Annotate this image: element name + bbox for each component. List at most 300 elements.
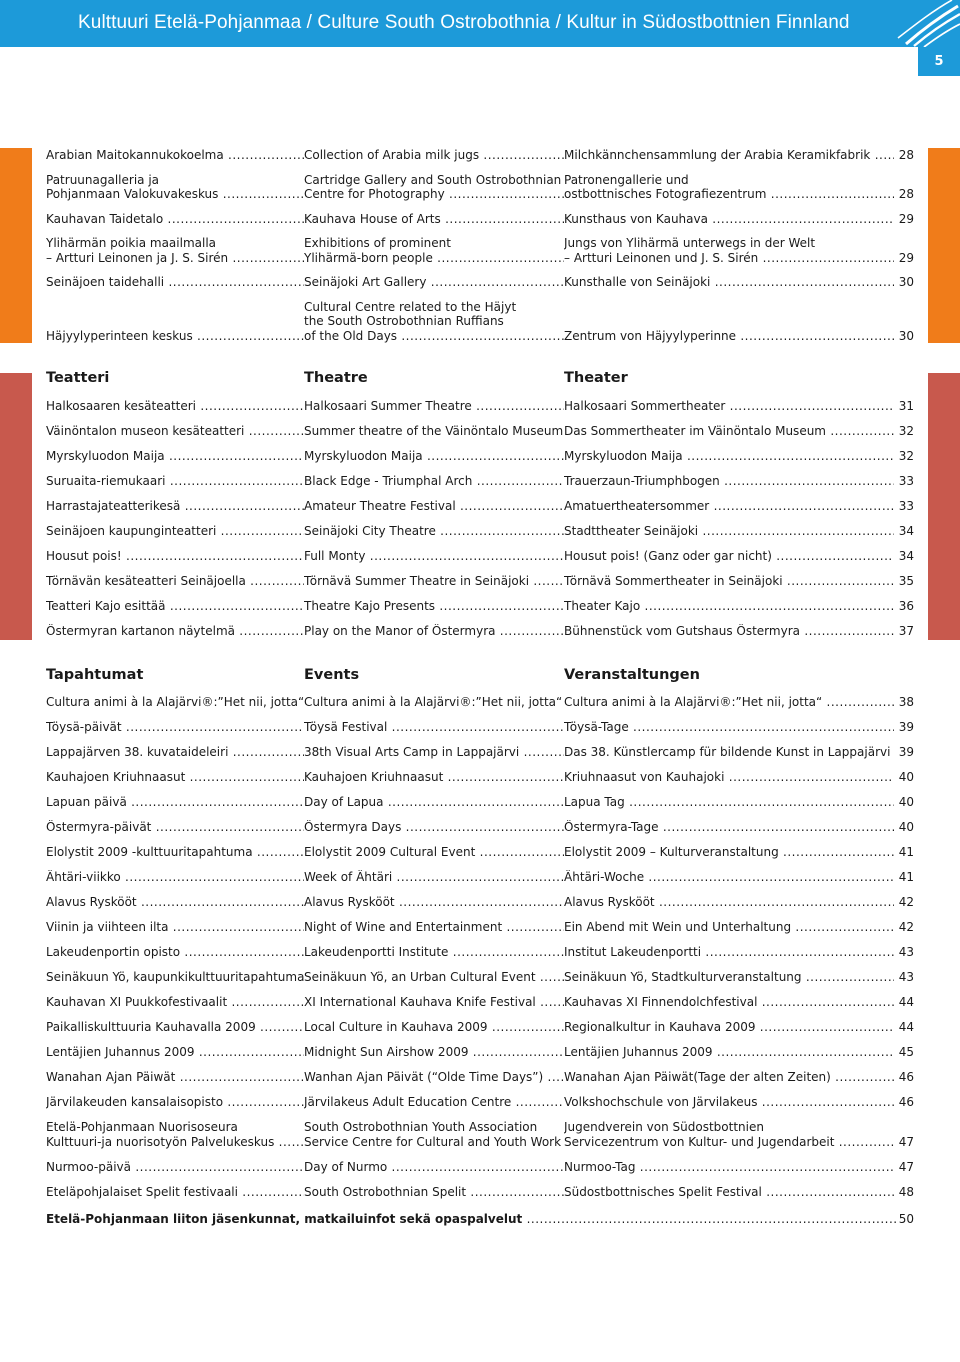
toc-entry-en xyxy=(304,1045,564,1060)
toc-entry-en xyxy=(304,745,564,760)
toc-entry xyxy=(46,820,914,835)
toc-entry-de-line: Housut pois! (Ganz oder gar nicht) ..... xyxy=(564,549,894,564)
toc-entry-de xyxy=(564,870,894,885)
toc-entry-en-line: Törnävä Summer Theatre in Seinäjoki ..... xyxy=(304,574,564,589)
toc-entry-fi xyxy=(46,995,304,1010)
toc-entry-en-line: Centre for Photography ..... xyxy=(304,187,564,202)
toc-entry xyxy=(46,574,914,589)
toc-entry-de xyxy=(564,549,894,564)
toc-entry-de xyxy=(564,212,894,227)
toc-entry-fi xyxy=(46,300,304,344)
toc-entry-en xyxy=(304,212,564,227)
toc-entry-de-line: Kunsthalle von Seinäjoki ..... xyxy=(564,275,894,290)
toc-entry-page: 43 xyxy=(898,945,914,959)
toc-entry-de xyxy=(564,624,894,639)
toc-entry xyxy=(46,300,914,344)
toc-entry-de xyxy=(564,845,894,860)
toc-entry-en xyxy=(304,574,564,589)
toc-entry-fi-line: Ähtäri-viikko ..... xyxy=(46,870,304,885)
toc-entry-de-line: Seinäkuun Yö, Stadtkulturveranstaltung ..... xyxy=(564,970,894,985)
toc-entry xyxy=(46,1160,914,1175)
toc-entry xyxy=(46,599,914,614)
toc-entry-fi xyxy=(46,1095,304,1110)
toc-entry-fi xyxy=(46,745,304,760)
toc-entry-fi xyxy=(46,549,304,564)
toc-entry-en-line: Black Edge - Triumphal Arch ..... xyxy=(304,474,564,489)
toc-entry-en-line: Service Centre for Cultural and Youth Work ..... xyxy=(304,1135,564,1150)
toc-entry xyxy=(46,695,914,710)
toc-entry-en xyxy=(304,795,564,810)
toc-entry-en-line: South Ostrobothnian Spelit ..... xyxy=(304,1185,564,1200)
toc-entry-en xyxy=(304,173,564,202)
toc-entry-en xyxy=(304,1070,564,1085)
header-banner xyxy=(0,0,960,47)
toc-entry xyxy=(46,474,914,489)
toc-entry-page: 34 xyxy=(898,549,914,563)
toc-entry-en-line: Kauhava House of Arts ..... xyxy=(304,212,564,227)
toc-entry-fi xyxy=(46,770,304,785)
toc-entry xyxy=(46,720,914,735)
toc-entry-fi-line: Teatteri Kajo esittää ..... xyxy=(46,599,304,614)
toc-entry-fi xyxy=(46,870,304,885)
toc-entry-fi-line: Häjyylyperinteen keskus ..... xyxy=(46,329,304,344)
toc-entry-de xyxy=(564,236,894,265)
toc-entry-fi xyxy=(46,895,304,910)
toc-entry-en xyxy=(304,1020,564,1035)
toc-entry-de xyxy=(564,424,894,439)
toc-entry-en-line: of the Old Days ..... xyxy=(304,329,564,344)
toc-entry-de-line: Kriuhnaasut von Kauhajoki ..... xyxy=(564,770,894,785)
toc-entry-en-line: Summer theatre of the Väinöntalo Museum ..... xyxy=(304,424,564,439)
toc-entry-fi xyxy=(46,1120,304,1149)
toc-entry-en-line: Theatre Kajo Presents ..... xyxy=(304,599,564,614)
toc-entry-de-line: Bühnenstück vom Gutshaus Östermyra ..... xyxy=(564,624,894,639)
toc-entry-fi-line: Viinin ja viihteen ilta ..... xyxy=(46,920,304,935)
toc-entry xyxy=(46,1020,914,1035)
toc-entry-en-line: Amateur Theatre Festival ..... xyxy=(304,499,564,514)
toc-entry-de xyxy=(564,1185,894,1200)
toc-entry-en-line: Night of Wine and Entertainment ..... xyxy=(304,920,564,935)
toc-entry-de xyxy=(564,474,894,489)
toc-entry-en-line: Lakeudenportti Institute ..... xyxy=(304,945,564,960)
toc-entry-fi-line: Myrskyluodon Maija ..... xyxy=(46,449,304,464)
toc-entry-de xyxy=(564,275,894,290)
toc-entry-en-line: XI International Kauhava Knife Festival ..... xyxy=(304,995,564,1010)
toc-entry-de xyxy=(564,1020,894,1035)
toc-entry-de xyxy=(564,820,894,835)
toc-entry-en xyxy=(304,720,564,735)
toc-entry-en xyxy=(304,399,564,414)
toc-entry xyxy=(46,995,914,1010)
toc-entry-page: 33 xyxy=(898,499,914,513)
toc-entry-en-line: Week of Ähtäri ..... xyxy=(304,870,564,885)
toc-entry-en xyxy=(304,845,564,860)
toc-entry-page: 33 xyxy=(898,474,914,488)
toc-entry xyxy=(46,770,914,785)
toc-entry-de-line: Institut Lakeudenportti ..... xyxy=(564,945,894,960)
toc-entry-en xyxy=(304,549,564,564)
footer-entry-text: Etelä-Pohjanmaan liiton jäsenkunnat, matkailuinfot sekä opaspalvelut ..... xyxy=(46,1212,896,1226)
toc-entry-fi-line: Harrastajateatterikesä ..... xyxy=(46,499,304,514)
toc-entry-en xyxy=(304,474,564,489)
toc-entry-page: 47 xyxy=(898,1134,914,1149)
toc-entry-de xyxy=(564,524,894,539)
toc-entry-page: 40 xyxy=(898,820,914,834)
toc-entry-page: 28 xyxy=(898,187,914,201)
toc-entry-en-line: 38th Visual Arts Camp in Lappajärvi ..... xyxy=(304,745,564,760)
left-red-bar xyxy=(0,373,32,640)
toc-entry-de-line: Patronengallerie und xyxy=(564,172,689,187)
toc-entry-de-line: Volkshochschule von Järvilakeus ..... xyxy=(564,1095,894,1110)
toc-entry xyxy=(46,524,914,539)
toc-entry xyxy=(46,148,914,163)
toc-entry-fi xyxy=(46,524,304,539)
toc-entry-de-line: Kunsthaus von Kauhava ..... xyxy=(564,212,894,227)
toc-entry-page: 44 xyxy=(898,995,914,1009)
toc-entry-de xyxy=(564,574,894,589)
toc-entry-fi xyxy=(46,1045,304,1060)
toc-entry-page: 42 xyxy=(898,920,914,934)
toc-entry-de-line: Elolystit 2009 – Kulturveranstaltung ..... xyxy=(564,845,894,860)
toc-entry-en-line: Östermyra Days ..... xyxy=(304,820,564,835)
toc-entry xyxy=(46,795,914,810)
toc-entry-page: 45 xyxy=(898,1045,914,1059)
toc-entry-de-line: Theater Kajo ..... xyxy=(564,599,894,614)
toc-entry-en-line: Töysä Festival ..... xyxy=(304,720,564,735)
toc-entry xyxy=(46,970,914,985)
toc-entry-de xyxy=(564,300,894,344)
toc-entry-en xyxy=(304,300,564,344)
toc-entry-de xyxy=(564,970,894,985)
toc-entry-en-line: Kauhajoen Kriuhnaasut ..... xyxy=(304,770,564,785)
toc-entry-page: 47 xyxy=(898,1159,914,1174)
toc-entry-de-line: Amatuertheatersommer ..... xyxy=(564,499,894,514)
toc-entry-page: 32 xyxy=(898,424,914,438)
toc-entry-fi xyxy=(46,275,304,290)
toc-entry xyxy=(46,1045,914,1060)
toc-entry-de-line: Wanahan Ajan Päiwät(Tage der alten Zeiten) ..... xyxy=(564,1070,894,1085)
toc-entry-en xyxy=(304,695,564,710)
toc-entry-de-line: Das 38. Künstlercamp für bildende Kunst in Lappajärvi ..... xyxy=(564,745,894,760)
right-red-bar xyxy=(928,373,960,640)
toc-entry-en-line: Cultura animi à la Alajärvi®:”Het nii, jotta“ ..... xyxy=(304,695,564,710)
toc-entry-en-line: Collection of Arabia milk jugs ..... xyxy=(304,148,564,163)
toc-entry-fi xyxy=(46,236,304,265)
toc-entry-de xyxy=(564,1070,894,1085)
toc-entry-fi-line: Cultura animi à la Alajärvi®:”Het nii, jotta“ ..... xyxy=(46,695,304,710)
toc-entry-de-line: Zentrum von Häjyylyperinne ..... xyxy=(564,329,894,344)
toc-entry-en xyxy=(304,524,564,539)
wave-swoosh-logo xyxy=(896,0,960,47)
toc-entry-fi-line: Kauhavan Taidetalo ..... xyxy=(46,212,304,227)
toc-entry-en-line: Järvilakeus Adult Education Centre ..... xyxy=(304,1095,564,1110)
toc-entry xyxy=(46,549,914,564)
toc-entry-fi-line: Seinäkuun Yö, kaupunkikulttuuritapahtuma ..... xyxy=(46,970,304,985)
toc-entry xyxy=(46,895,914,910)
toc-entry-fi-line: Lakeudenportin opisto ..... xyxy=(46,945,304,960)
toc-entry-fi xyxy=(46,399,304,414)
toc-entry-fi-line: Housut pois! ..... xyxy=(46,549,304,564)
toc-entry-fi xyxy=(46,970,304,985)
toc-entry xyxy=(46,449,914,464)
toc-entry-fi-line: Etelä-Pohjanmaan Nuorisoseura xyxy=(46,1120,238,1134)
toc-entry-de xyxy=(564,148,894,163)
toc-entry-fi-line: Kulttuuri-ja nuorisotyön Palvelukeskus ..... xyxy=(46,1135,304,1150)
toc-entry-fi-line: Lentäjien Juhannus 2009 ..... xyxy=(46,1045,304,1060)
toc-entry-de-line: Myrskyluodon Maija ..... xyxy=(564,449,894,464)
toc-entry-page: 34 xyxy=(898,524,914,538)
toc-entry-fi-line: Järvilakeuden kansalaisopisto ..... xyxy=(46,1095,304,1110)
toc-entry-fi xyxy=(46,624,304,639)
toc-entry-de-line: Cultura animi à la Alajärvi®:”Het nii, jotta“ ..... xyxy=(564,695,894,710)
toc-entry-fi-line: Ylihärmän poikia maailmalla xyxy=(46,236,217,250)
toc-entry-de xyxy=(564,1045,894,1060)
toc-entry xyxy=(46,945,914,960)
toc-entry-fi xyxy=(46,1020,304,1035)
heading-de: Theater xyxy=(564,370,628,386)
heading-en: Events xyxy=(304,667,360,683)
toc-entry-en xyxy=(304,599,564,614)
toc-entry-en xyxy=(304,870,564,885)
toc-entry xyxy=(46,236,914,265)
right-orange-bar xyxy=(928,148,960,343)
toc-entry xyxy=(46,1185,914,1200)
toc-entry-fi-line: Elolystit 2009 -kulttuuritapahtuma ..... xyxy=(46,845,304,860)
toc-entry-fi-line: Wanahan Ajan Päiwät ..... xyxy=(46,1070,304,1085)
toc-entry-de xyxy=(564,695,894,710)
toc-entry-en xyxy=(304,1160,564,1175)
toc-entry-de-line: Jungs von Ylihärmä unterwegs in der Welt xyxy=(564,236,816,250)
toc-entry xyxy=(46,870,914,885)
toc-entry-fi-line: Halkosaaren kesäteatteri ..... xyxy=(46,399,304,414)
toc-entry xyxy=(46,212,914,227)
toc-entry-en-line: Local Culture in Kauhava 2009 ..... xyxy=(304,1020,564,1035)
toc-entry-de xyxy=(564,745,894,760)
toc-entry-en-line: Alavus Ryskööt ..... xyxy=(304,895,564,910)
toc-entry-fi xyxy=(46,795,304,810)
toc-entry-de-line: – Artturi Leinonen und J. S. Sirén ..... xyxy=(564,251,894,266)
toc-entry-fi-line: Kauhajoen Kriuhnaasut ..... xyxy=(46,770,304,785)
toc-entry-de-line: Jugendverein von Südostbottnien xyxy=(564,1120,764,1134)
toc-entry-page: 38 xyxy=(898,695,914,709)
toc-entry-fi-line: Alavus Ryskööt ..... xyxy=(46,895,304,910)
toc-entry-en xyxy=(304,945,564,960)
toc-entry-en xyxy=(304,1095,564,1110)
toc-entry-en-line: Full Monty ..... xyxy=(304,549,564,564)
toc-entry-fi-line: Pohjanmaan Valokuvakeskus ..... xyxy=(46,187,304,202)
toc-entry-fi-line: Kauhavan XI Puukkofestivaalit ..... xyxy=(46,995,304,1010)
toc-entry-page: 41 xyxy=(898,845,914,859)
toc-entry-de xyxy=(564,945,894,960)
toc-entry-page: 28 xyxy=(898,148,914,162)
toc-entry-fi-line: Östermyra-päivät ..... xyxy=(46,820,304,835)
toc-entry-page: 46 xyxy=(898,1095,914,1109)
toc-entry-de-line: ostbottnisches Fotografiezentrum ..... xyxy=(564,187,894,202)
toc-entry-en-line: Cultural Centre related to the Häjyt xyxy=(304,299,517,314)
toc-entry-fi xyxy=(46,1185,304,1200)
toc-entry-fi-line: Törnävän kesäteatteri Seinäjoella ..... xyxy=(46,574,304,589)
toc-entry-de xyxy=(564,770,894,785)
toc-entry-en-line: Seinäkuun Yö, an Urban Cultural Event ..... xyxy=(304,970,564,985)
toc-entry-en xyxy=(304,1120,564,1149)
toc-entry-fi-line: Töysä-päivät ..... xyxy=(46,720,304,735)
toc-entry-de xyxy=(564,449,894,464)
toc-entry-fi-line: Östermyran kartanon näytelmä ..... xyxy=(46,624,304,639)
toc-entry-fi xyxy=(46,474,304,489)
toc-entry-de-line: Nurmoo-Tag ..... xyxy=(564,1160,894,1175)
toc-entry-de-line: Kauhavas XI Finnendolchfestival ..... xyxy=(564,995,894,1010)
toc-entry-de-line: Ähtäri-Woche ..... xyxy=(564,870,894,885)
toc-entry xyxy=(46,499,914,514)
toc-entry-en xyxy=(304,148,564,163)
toc-entry-page: 39 xyxy=(898,745,914,759)
toc-entry-de-line: Ein Abend mit Wein und Unterhaltung ..... xyxy=(564,920,894,935)
toc-entry-de xyxy=(564,173,894,202)
toc-entry-en xyxy=(304,770,564,785)
toc-entry-page: 48 xyxy=(898,1184,914,1199)
toc-entry-fi-line: Patruunagalleria ja xyxy=(46,172,160,187)
toc-entry-fi xyxy=(46,599,304,614)
toc-entry-page: 29 xyxy=(898,211,914,226)
toc-entry-fi-line: Seinäjoen taidehalli ..... xyxy=(46,275,304,290)
toc-entry-en-line: Play on the Manor of Östermyra ..... xyxy=(304,624,564,639)
toc-entry-page: 43 xyxy=(898,970,914,984)
heading-en: Theatre xyxy=(304,370,368,386)
toc-entry-page: 32 xyxy=(898,449,914,463)
toc-entry-de-line: Stadttheater Seinäjoki ..... xyxy=(564,524,894,539)
toc-entry-en-line: Myrskyluodon Maija ..... xyxy=(304,449,564,464)
left-orange-bar xyxy=(0,148,32,343)
footer-entry-page: 50 xyxy=(898,1212,914,1226)
toc-entry-fi-line: Nurmoo-päivä ..... xyxy=(46,1160,304,1175)
toc-entry-en xyxy=(304,920,564,935)
toc-entry-fi-line: Lappajärven 38. kuvataideleiri ..... xyxy=(46,745,304,760)
toc-entry-en-line: Ylihärmä-born people ..... xyxy=(304,251,564,266)
toc-entry-en-line: Midnight Sun Airshow 2009 ..... xyxy=(304,1045,564,1060)
toc-entry-de xyxy=(564,499,894,514)
toc-entry-fi-line: Väinöntalon museon kesäteatteri ..... xyxy=(46,424,304,439)
toc-entry-page: 31 xyxy=(898,399,914,413)
toc-entry-de xyxy=(564,920,894,935)
toc-entry-de-line: Halkosaari Sommertheater ..... xyxy=(564,399,894,414)
toc-entry-en-line: Elolystit 2009 Cultural Event ..... xyxy=(304,845,564,860)
toc-entry-fi-line: Arabian Maitokannukokoelma ..... xyxy=(46,148,304,163)
toc-entry-fi xyxy=(46,945,304,960)
toc-entry-fi-line: Paikalliskulttuuria Kauhavalla 2009 ..... xyxy=(46,1020,304,1035)
toc-entry-en xyxy=(304,424,564,439)
toc-entry-fi xyxy=(46,1160,304,1175)
toc-entry-de xyxy=(564,1120,894,1149)
toc-entry-fi xyxy=(46,148,304,163)
heading-de: Veranstaltungen xyxy=(564,667,700,683)
toc-entry-fi-line: Seinäjoen kaupunginteatteri ..... xyxy=(46,524,304,539)
toc-entry-en xyxy=(304,499,564,514)
toc-entry-fi xyxy=(46,695,304,710)
toc-entry-de xyxy=(564,399,894,414)
toc-entry xyxy=(46,399,914,414)
toc-entry-page: 37 xyxy=(898,624,914,638)
toc-entry-page: 36 xyxy=(898,599,914,613)
toc-entry-page: 40 xyxy=(898,770,914,784)
toc-entry-en-line: Seinäjoki Art Gallery ..... xyxy=(304,275,564,290)
toc-entry-en xyxy=(304,820,564,835)
toc-entry xyxy=(46,1095,914,1110)
toc-entry-fi-line: – Artturi Leinonen ja J. S. Sirén ..... xyxy=(46,251,304,266)
toc-entry-fi xyxy=(46,173,304,202)
toc-entry-fi xyxy=(46,820,304,835)
toc-entry-fi xyxy=(46,720,304,735)
toc-entry-de xyxy=(564,795,894,810)
toc-entry-page: 46 xyxy=(898,1070,914,1084)
toc-entry-page: 39 xyxy=(898,720,914,734)
toc-entry xyxy=(46,424,914,439)
toc-entry xyxy=(46,1120,914,1149)
toc-entry-en xyxy=(304,236,564,265)
toc-entry-de xyxy=(564,1095,894,1110)
toc-entry-de-line: Lentäjien Juhannus 2009 ..... xyxy=(564,1045,894,1060)
toc-entry-en-line: Wanhan Ajan Päivät (“Olde Time Days”) ..... xyxy=(304,1070,564,1085)
toc-entry xyxy=(46,920,914,935)
toc-entry-fi xyxy=(46,449,304,464)
toc-entry-en-line: Cartridge Gallery and South Ostrobothnian xyxy=(304,172,562,187)
toc-entry-fi-line: Eteläpohjalaiset Spelit festivaali ..... xyxy=(46,1185,304,1200)
toc-entry-fi xyxy=(46,1070,304,1085)
toc-entry xyxy=(46,624,914,639)
toc-entry-page: 42 xyxy=(898,895,914,909)
toc-entry-en-line: the South Ostrobothnian Ruffians xyxy=(304,314,504,328)
toc-entry-de-line: Töysä-Tage ..... xyxy=(564,720,894,735)
toc-entry-en xyxy=(304,995,564,1010)
toc-entry-de xyxy=(564,599,894,614)
toc-entry-de-line: Alavus Ryskööt ..... xyxy=(564,895,894,910)
toc-entry-fi xyxy=(46,212,304,227)
toc-entry-de-line: Östermyra-Tage ..... xyxy=(564,820,894,835)
toc-entry-page: 30 xyxy=(898,328,914,343)
toc-entry-en xyxy=(304,970,564,985)
toc-entry-fi xyxy=(46,845,304,860)
toc-entry-en-line: Day of Lapua ..... xyxy=(304,795,564,810)
toc-entry-fi-line: Lapuan päivä ..... xyxy=(46,795,304,810)
toc-entry xyxy=(46,1070,914,1085)
toc-entry xyxy=(46,745,914,760)
toc-entry-de-line: Servicezentrum von Kultur- und Jugendarbeit ..... xyxy=(564,1135,894,1150)
toc-entry-de xyxy=(564,895,894,910)
toc-entry-de xyxy=(564,1160,894,1175)
toc-entry-de xyxy=(564,995,894,1010)
heading-fi: Teatteri xyxy=(46,370,110,386)
toc-entry-page: 35 xyxy=(898,574,914,588)
toc-entry-de-line: Trauerzaun-Triumphbogen ..... xyxy=(564,474,894,489)
heading-fi: Tapahtumat xyxy=(46,667,144,683)
toc-entry-de xyxy=(564,720,894,735)
toc-entry xyxy=(46,845,914,860)
toc-entry-en-line: South Ostrobothnian Youth Association xyxy=(304,1120,538,1134)
toc-entry-en xyxy=(304,624,564,639)
toc-entry-en-line: Halkosaari Summer Theatre ..... xyxy=(304,399,564,414)
toc-entry-page: 41 xyxy=(898,870,914,884)
toc-entry-de-line: Das Sommertheater im Väinöntalo Museum ..... xyxy=(564,424,894,439)
toc-entry-fi xyxy=(46,424,304,439)
toc-entry xyxy=(46,275,914,290)
page-header-title: Kulttuuri Etelä-Pohjanmaa / Culture South Ostrobothnia / Kultur in Südostbottnien Finnland xyxy=(78,12,850,33)
toc-entry-en xyxy=(304,895,564,910)
toc-entry-page: 29 xyxy=(898,250,914,265)
toc-entry-de-line: Milchkännchensammlung der Arabia Keramikfabrik ..... xyxy=(564,148,894,163)
toc-entry-en xyxy=(304,449,564,464)
toc-entry-de-line: Südostbottnisches Spelit Festival ..... xyxy=(564,1185,894,1200)
toc-entry xyxy=(46,173,914,202)
toc-entry-en xyxy=(304,1185,564,1200)
